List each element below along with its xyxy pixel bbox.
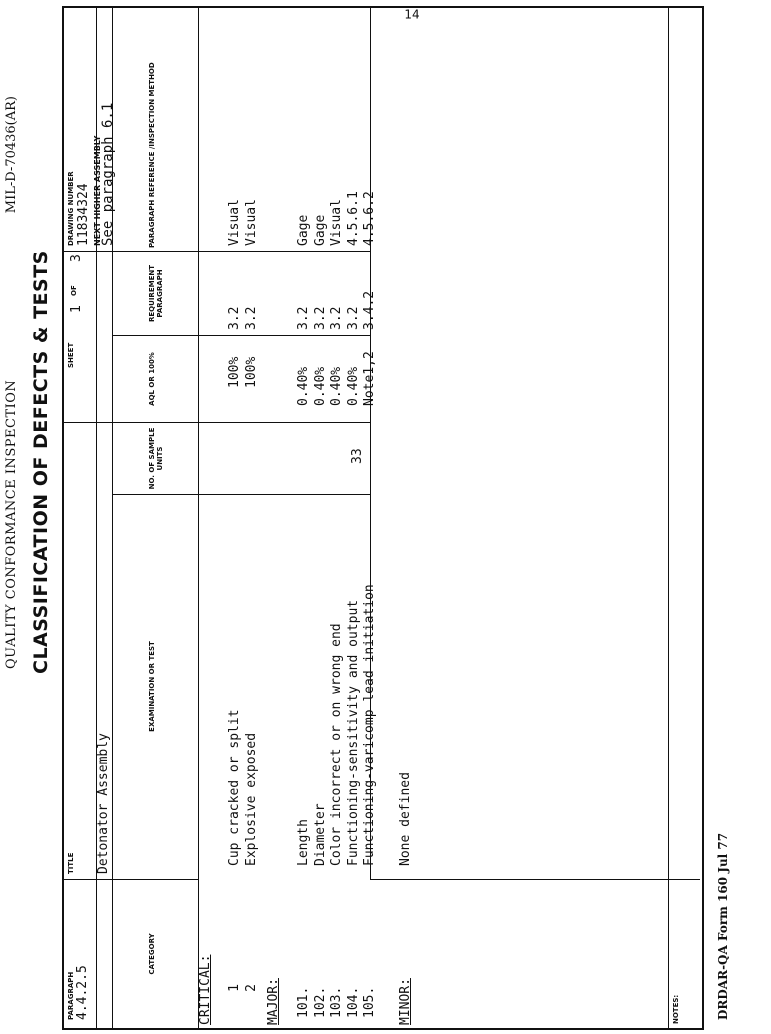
critical-aql-1: 100% [227,356,242,388]
major-cat-105: 105. [362,986,377,1018]
divider-header-row [198,8,199,1028]
notes-label: NOTES: [672,994,680,1024]
major-aql-101: 0.40% [296,366,311,406]
minor-heading: MINOR: [398,978,413,1025]
major-exam-103: Color incorrect or on wrong end [329,623,344,866]
major-aql-102: 0.40% [312,366,328,406]
divider-title [64,422,198,423]
major-exam-104: Functioning-sensitivity and output [345,599,361,866]
examination-header: EXAMINATION OR TEST [148,641,156,732]
page-number: 14 [404,7,420,22]
divider-exam [112,494,370,495]
category-header: CATEGORY [148,933,156,975]
title-value: Detonator Assembly [96,733,111,874]
major-ref-102: Gage [312,214,328,246]
form-number: DRDAR-QA Form 160 Jul 77 [716,832,730,1020]
critical-aql-2: 100% [243,356,259,388]
critical-heading: CRITICAL: [198,954,213,1025]
major-req-104: 3.2 [345,306,361,330]
sheet-label: SHEET [67,342,75,368]
major-req-102: 3.2 [312,306,328,330]
major-aql-103: 0.40% [329,366,344,406]
major-req-103: 3.2 [329,306,344,330]
major-ref-105: 4.5.6.2 [362,191,377,246]
title-label: TITLE [67,852,75,874]
aql-header: AQL OR 100% [148,352,156,406]
sheet-value: 1 [69,305,84,313]
critical-req-1: 3.2 [227,306,242,330]
major-aql-105: Note1,2 [362,351,377,406]
major-exam-105: Functioning-varicomp lead initiation [362,584,377,866]
major-heading: MAJOR: [266,978,281,1025]
sample-units-value: 33 [350,448,365,464]
reference-header: PARAGRAPH REFERENCE /INSPECTION METHOD [148,62,156,248]
major-cat-102: 102. [312,986,328,1018]
major-ref-101: Gage [296,214,311,246]
critical-exam-2: Explosive exposed [243,732,259,866]
major-exam-101: Length [296,819,311,866]
sheet-total: 3 [69,254,84,262]
critical-cat-2: 2 [243,984,259,992]
major-cat-104: 104. [345,986,361,1018]
major-cat-103: 103. [329,986,344,1018]
major-cat-101: 101. [296,986,311,1018]
divider-title-row [112,8,113,1028]
major-aql-104: 0.40% [345,366,361,406]
sample-units-header: NO. OF SAMPLE UNITS [148,427,164,490]
divider-body-req [198,251,370,252]
divider-category-lower [370,879,700,880]
major-ref-103: Visual [329,199,344,246]
critical-ref-2: Visual [243,199,259,246]
header-title: QUALITY CONFORMANCE INSPECTION [4,379,19,669]
drawing-number-value: 11834324 [76,183,91,246]
divider-aql [112,335,370,336]
divider-notes [668,8,669,1028]
major-exam-102: Diameter [312,803,328,866]
sheet-of-label: OF [70,285,78,296]
critical-exam-1: Cup cracked or split [227,709,242,866]
paragraph-label: PARAGRAPH [67,971,75,1020]
next-higher-assembly-label: NEXT HIGHER ASSEMBLY [93,135,102,246]
next-higher-assembly-value: See paragraph 6.1 [100,102,116,246]
divider-sheet [64,251,198,252]
inspection-form [62,6,704,1030]
drawing-number-label: DRAWING NUMBER [67,171,75,246]
critical-ref-1: Visual [227,199,242,246]
major-ref-104: 4.5.6.1 [345,191,361,246]
critical-req-2: 3.2 [243,306,259,330]
requirement-header: REQUIREMENT PARAGRAPH [148,265,164,322]
major-req-101: 3.2 [296,306,311,330]
divider-paragraph [64,879,198,880]
paragraph-value: 4.4.2.5 [75,965,90,1020]
critical-cat-1: 1 [227,984,242,992]
major-req-105: 3.4.2 [362,290,377,330]
document-number: MIL-D-70436(AR) [4,96,19,214]
minor-text: None defined [398,772,413,866]
form-title: CLASSIFICATION OF DEFECTS & TESTS [30,250,52,674]
divider-body-sample [198,422,370,423]
